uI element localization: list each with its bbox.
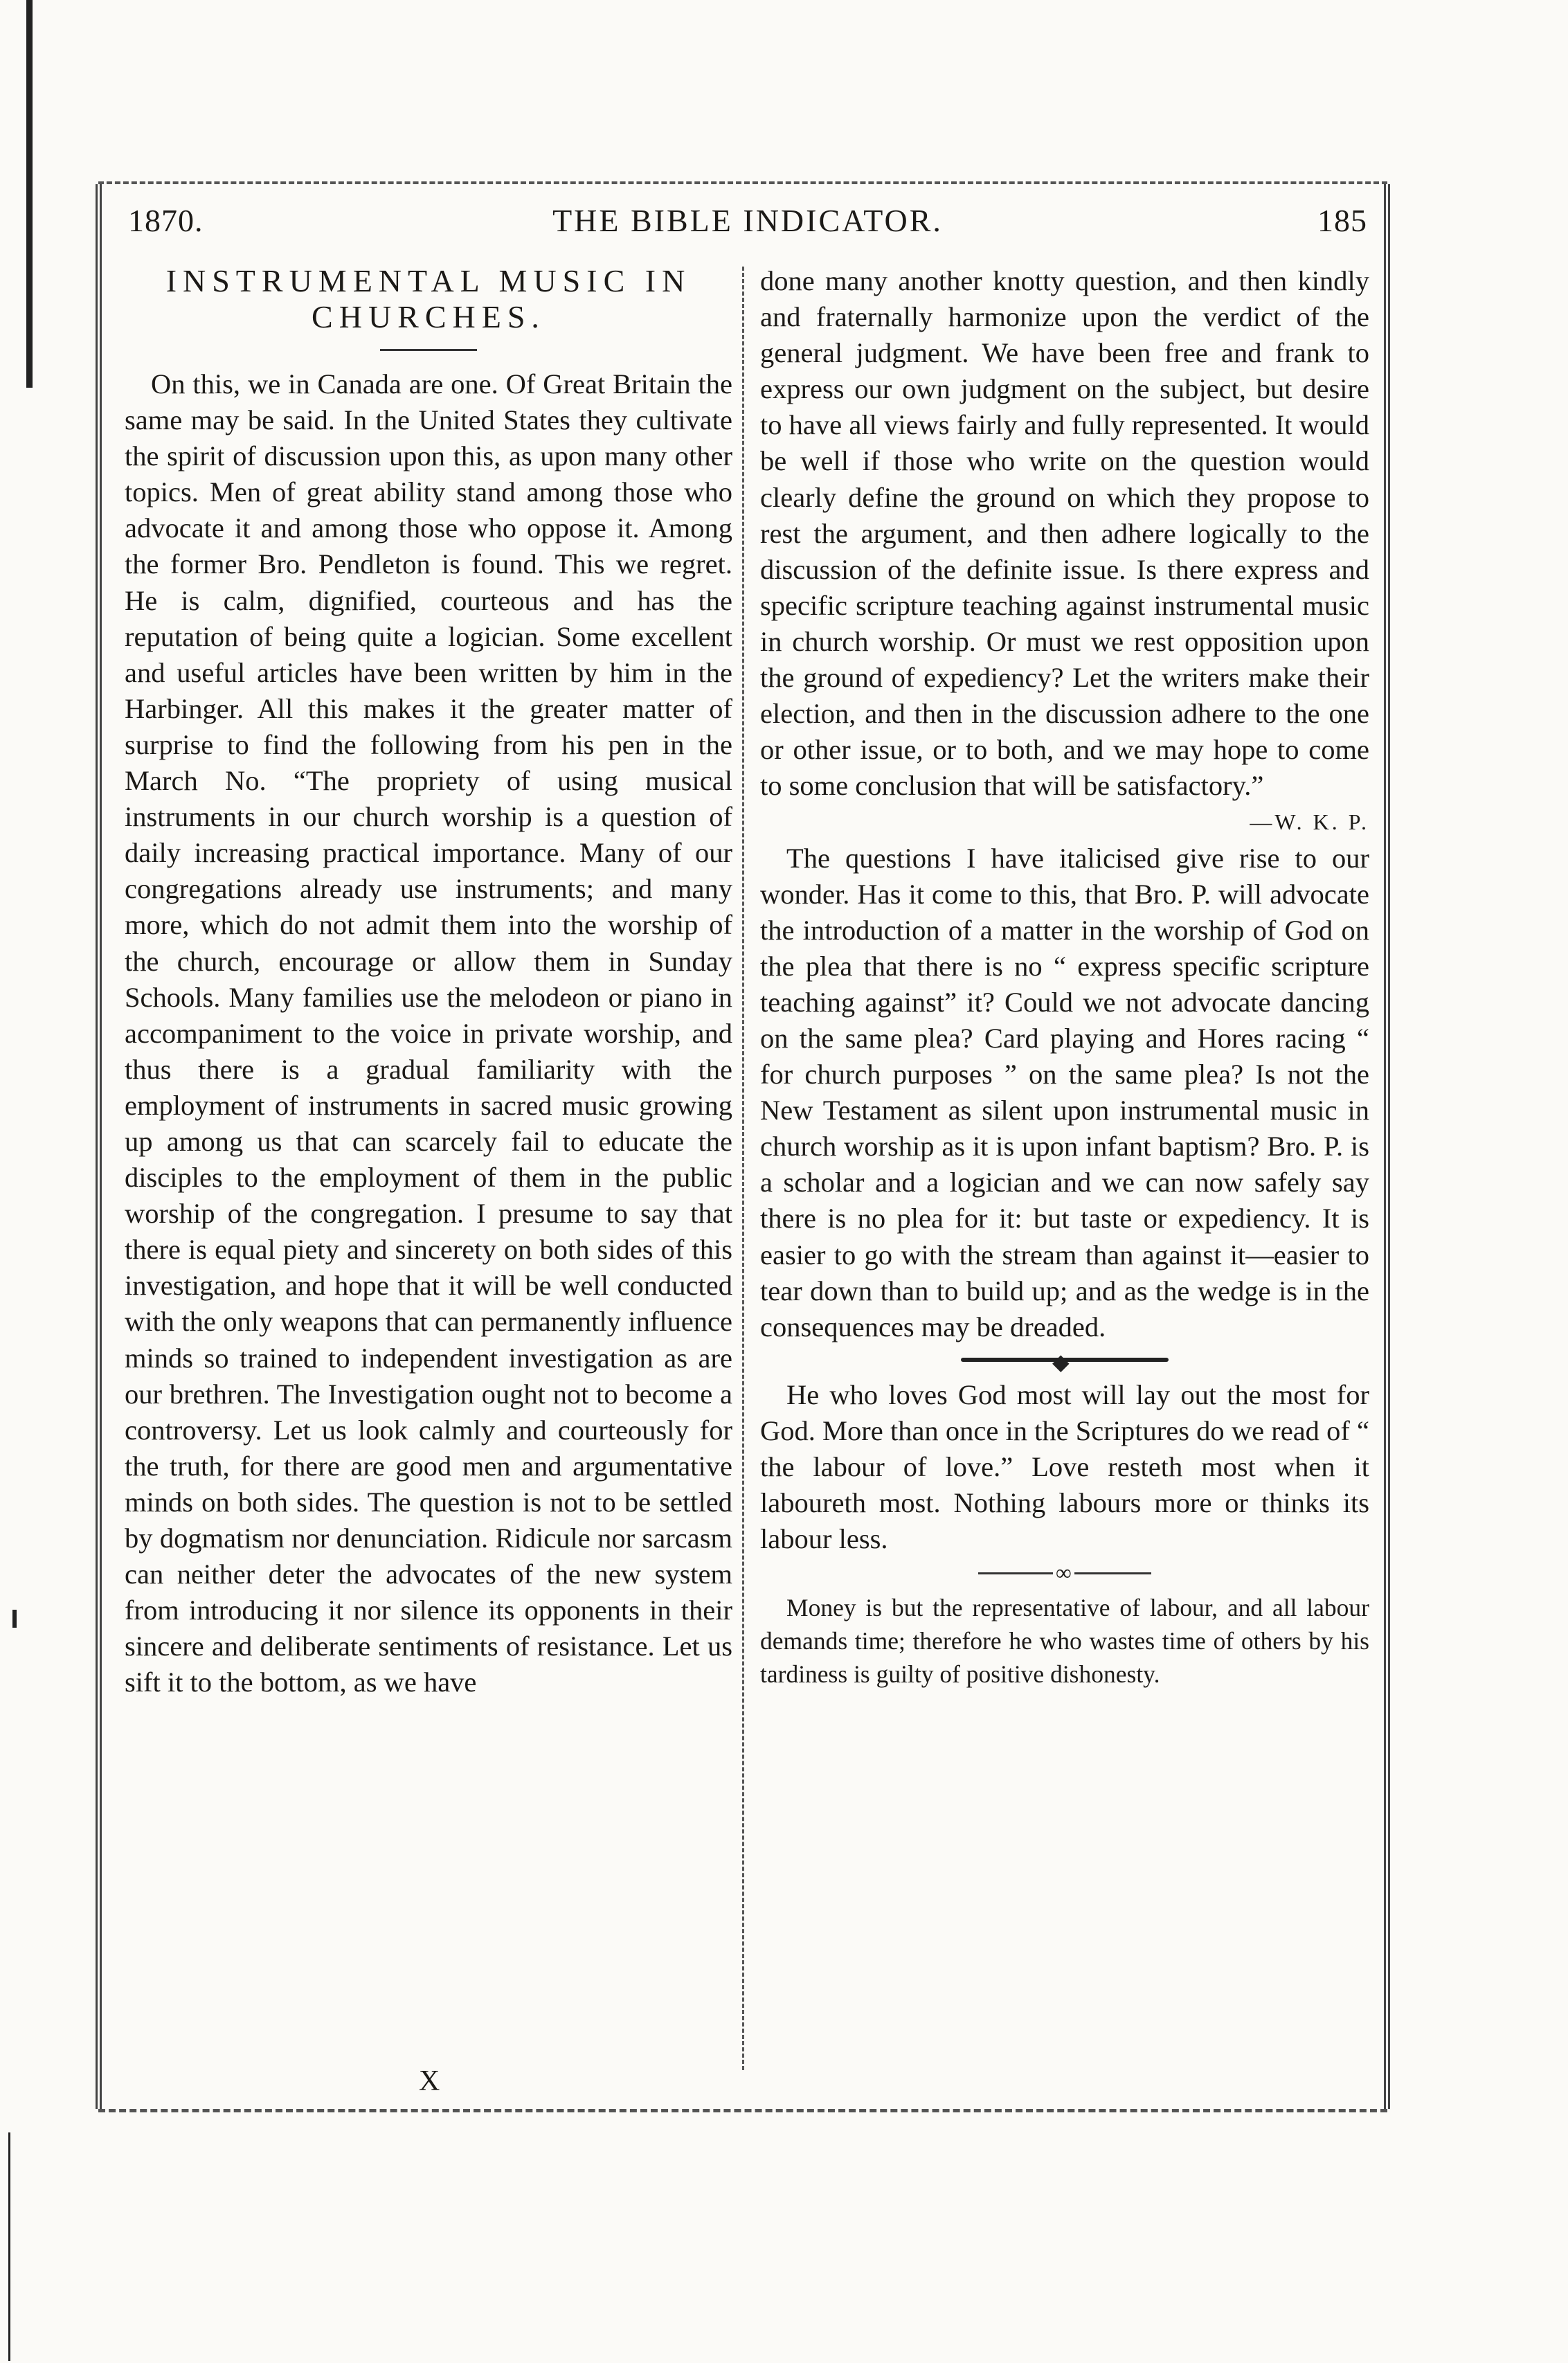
signature-mark: X [419,2065,440,2097]
response-paragraph: The questions I have italicised give rise to our wonder. Has it come to this, that Bro. P. will advocate the introduction of a matter in the worship of God on the plea that there is no “ express specific scripture teaching against” it? Could we not advocate dancing on the same plea? Card playing and Hores racing “ for church purposes ” on the same plea? Is not the New Testament as silent upon instrumental music in church worship as it is upon infant baptism? Bro. P. is a scholar and a logician and we can now safely say there is no plea for it: but taste or expediency. It is easier to go with the stream than against it—easier to tear down than to build up; and as the wedge is in the consequences may be dreaded. [760,842,1369,1342]
running-header [128,202,1367,251]
article-paragraph: On this, we in Canada are one. Of Great Britain the same may be said. In the United States they cultivate the spirit of discussion upon this, as upon many other topics. Men of great ability stand among those who advocate it and among those who oppose it. Among the former Bro. Pendleton is found. This we regret. He is calm, dignified, courteous and has the reputation of being quite a logician. Some excellent and useful articles have been written by him in the Harbinger. All this makes it the greater matter of surprise to find the following from his pen in the March No. “The propriety of using musical instruments in our church worship is a question of daily increasing practical importance. Many of our congregations already use instruments; and many more, which do not admit them into the worship of the church, encourage or allow them in Sunday Schools. Many families use the melodeon or piano in accompaniment to the voice in private worship, and thus there is a gradual familiarity with the employment of instruments in sacred music growing up among us that can scarcely fail to educate the disciples to the employment of them in the public worship of the congregation. I presume to say that there is equal piety and sincerety on both sides of this investigation, and hope that it will be well conducted with the only weapons that can permanently influence minds so trained to independent investigation as are our brethren. The Investigation ought not to become a controversy. Let us look calmly and courteously for the truth, for there are good men and argumentative minds on both sides. The question is not to be settled by dogmatism nor denunciation. Ridicule nor sarcasm can neither deter the advocates of the new system from introducing it nor silence its opponents in their sincere and deliberate sentiments of resistance. Let us sift it to the bottom, as we have [125,368,732,1698]
column-divider [742,267,744,2070]
binding-mark-bottom [8,2132,10,2361]
page-number: 185 [1317,203,1367,238]
right-column [760,263,1369,1691]
binding-mark-mid [12,1610,17,1628]
filler-paragraph-1: He who loves God most will lay out the most for God. More than once in the Scriptures do we read of “ the labour of love.” Love resteth most when it laboureth most. Nothing labours more or thinks its labour less. [760,1378,1369,1555]
article-continuation: done many another knotty question, and then kindly and fraternally harmonize upon the verdict of the general judgment. We have been free and frank to express our own judgment on the subject, but desire to have all views fairly and fully represented. It would be well if those who write on the question would clearly define the ground on which they propose to rest the argument, and then adhere logically to the discussion of the definite issue. Is there express and specific scripture teaching against instrumental music in church worship. Or must we rest opposition upon the ground of expediency? Let the writers make their election, and then in the discussion adhere to the one or other issue, or to both, and we may hope to come to some conclusion that will be satisfactory.” [760,265,1369,802]
header-year: 1870. [128,203,204,238]
ornamental-divider [978,1572,1151,1574]
left-column [125,263,732,1700]
title-rule [380,349,477,351]
signature: —W. K. P. [1250,809,1369,835]
header-title: THE BIBLE INDICATOR. [552,203,943,238]
filler-paragraph-2: Money is but the representative of labour, and all labour demands time; therefore he who wastes time of others by his tardiness is guilty of positive dishonesty. [760,1594,1369,1689]
binding-mark-top [26,0,33,388]
article-title: INSTRUMENTAL MUSIC IN CHURCHES. [165,263,692,334]
ornamental-rule [961,1358,1169,1362]
